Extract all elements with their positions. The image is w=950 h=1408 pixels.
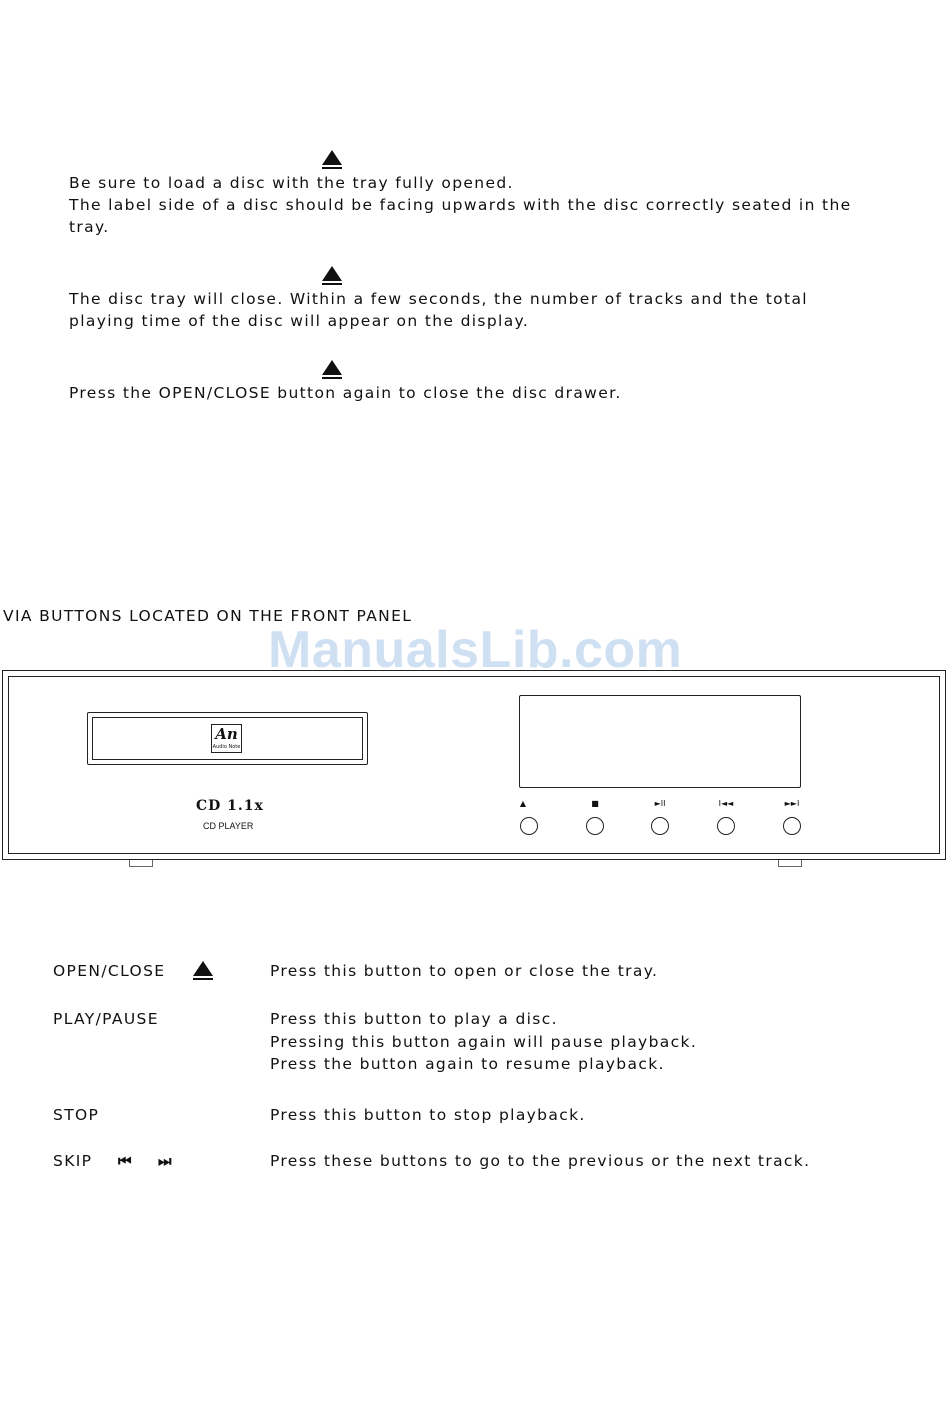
step2-line2: playing time of the disc will appear on the display.: [69, 312, 530, 330]
eject-symbol: ▲: [519, 799, 527, 808]
term-play-pause: PLAY/PAUSE: [53, 1010, 159, 1028]
play-pause-button: [651, 817, 669, 835]
term-stop: STOP: [53, 1106, 100, 1124]
skip-forward-symbol: ►►I: [784, 799, 800, 808]
desc-play-pause-3: Press the button again to resume playback.: [270, 1055, 665, 1073]
eject-button: [520, 817, 538, 835]
play-pause-symbol: ►II: [654, 799, 666, 808]
desc-play-pause-2: Pressing this button again will pause playback.: [270, 1033, 698, 1051]
skip-forward-button: [783, 817, 801, 835]
step1-line2: The label side of a disc should be facing upwards with the disc correctly seated in the: [69, 196, 852, 214]
step1-line3: tray.: [69, 218, 110, 236]
front-display: [519, 695, 801, 788]
eject-icon: [321, 150, 343, 172]
step2-line1: The disc tray will close. Within a few seconds, the number of tracks and the total: [69, 290, 808, 308]
panel-foot-right: [778, 860, 802, 867]
model-name: CD 1.1x: [196, 798, 264, 814]
term-skip: SKIP: [53, 1152, 93, 1170]
skip-forward-icon: ⏭: [158, 1152, 172, 1170]
stop-symbol: ■: [591, 799, 599, 808]
eject-icon: [321, 266, 343, 288]
desc-stop: Press this button to stop playback.: [270, 1106, 586, 1124]
brand-logo: [211, 724, 242, 753]
model-subtitle: CD PLAYER: [203, 821, 254, 831]
desc-play-pause-1: Press this button to play a disc.: [270, 1010, 558, 1028]
term-open-close: OPEN/CLOSE: [53, 962, 166, 980]
desc-open-close: Press this button to open or close the tray.: [270, 962, 659, 980]
skip-back-button: [717, 817, 735, 835]
section-heading: VIA BUTTONS LOCATED ON THE FRONT PANEL: [3, 607, 413, 625]
desc-skip: Press these buttons to go to the previous or the next track.: [270, 1152, 811, 1170]
eject-icon: [192, 961, 214, 983]
watermark-logo: ManualsLib.com: [268, 621, 683, 679]
skip-back-icon: ⏮: [118, 1152, 132, 1170]
eject-icon: [321, 360, 343, 382]
stop-button: [586, 817, 604, 835]
step1-line1: Be sure to load a disc with the tray fully opened.: [69, 174, 514, 192]
logo-brand: Audio Note: [212, 744, 241, 750]
panel-foot-left: [129, 860, 153, 867]
step3-line1: Press the OPEN/CLOSE button again to close the disc drawer.: [69, 384, 622, 402]
logo-mark: An: [215, 725, 238, 743]
skip-back-symbol: I◄◄: [718, 799, 734, 808]
